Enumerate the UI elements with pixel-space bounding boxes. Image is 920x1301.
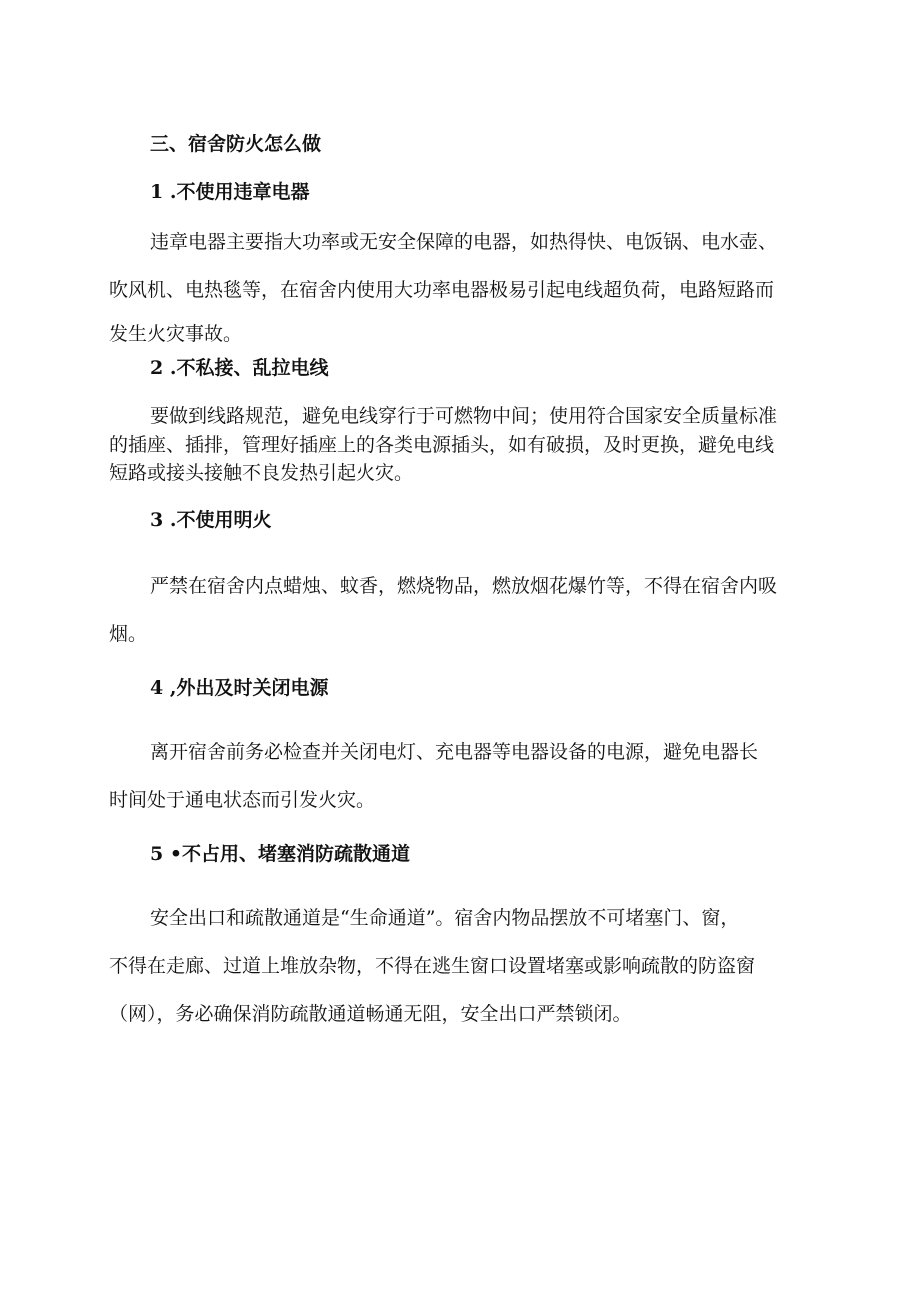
item-3-title: 不使用明火: [176, 509, 272, 531]
item-2-separator: .: [163, 357, 177, 379]
item-4-line-1: 离开宿舍前务必检查并关闭电灯、充电器等电器设备的电源，避免电器长: [150, 741, 759, 763]
item-5-separator: •: [163, 843, 182, 865]
item-3-line-1: 严禁在宿舍内点蜡烛、蚊香，燃烧物品，燃放烟花爆竹等，不得在宿舍内吸: [150, 575, 778, 597]
item-3-line-2: 烟。: [109, 623, 148, 645]
item-4-separator: ,: [163, 677, 177, 699]
item-1-separator: .: [163, 181, 177, 203]
item-4-number: 4: [150, 677, 164, 699]
item-1-title: 不使用违章电器: [176, 181, 310, 203]
item-2-line-1: 要做到线路规范，避免电线穿行于可燃物中间；使用符合国家安全质量标准: [150, 405, 778, 427]
item-2-line-2: 的插座、插排，管理好插座上的各类电源插头，如有破损，及时更换，避免电线: [109, 434, 775, 456]
item-5-title: 不占用、堵塞消防疏散通道: [182, 843, 411, 865]
item-3-number: 3: [150, 509, 164, 531]
item-3-heading: [150, 508, 271, 532]
section-title: 三、宿舍防火怎么做: [150, 133, 322, 155]
item-1-line-1: 违章电器主要指大功率或无安全保障的电器，如热得快、电饭锅、电水壶、: [150, 231, 778, 253]
item-1-heading: [150, 180, 309, 204]
item-2-number: 2: [150, 357, 164, 379]
item-5-line-2: 不得在走廊、过道上堆放杂物，不得在逃生窗口设置堵塞或影响疏散的防盗窗: [109, 955, 756, 977]
item-5-line-1: 安全出口和疏散通道是“生命通道”。宿舍内物品摆放不可堵塞门、窗，: [150, 907, 740, 929]
item-5-number: 5: [150, 843, 164, 865]
item-1-number: 1: [150, 181, 164, 203]
item-4-line-2: 时间处于通电状态而引发火灾。: [109, 789, 376, 811]
item-5-heading: [150, 842, 410, 866]
item-1-line-2: 吹风机、电热毯等，在宿舍内使用大功率电器极易引起电线超负荷，电路短路而: [109, 279, 775, 301]
item-2-heading: [150, 356, 328, 380]
item-4-title: 外出及时关闭电源: [176, 677, 329, 699]
item-2-title: 不私接、乱拉电线: [176, 357, 329, 379]
item-5-line-3: （网），务必确保消防疏散通道畅通无阻，安全出口严禁锁闭。: [109, 1003, 632, 1025]
item-3-separator: .: [163, 509, 177, 531]
item-4-heading: [150, 676, 328, 700]
item-2-line-3: 短路或接头接触不良发热引起火灾。: [109, 462, 414, 484]
item-1-line-3: 发生火灾事故。: [109, 323, 243, 345]
